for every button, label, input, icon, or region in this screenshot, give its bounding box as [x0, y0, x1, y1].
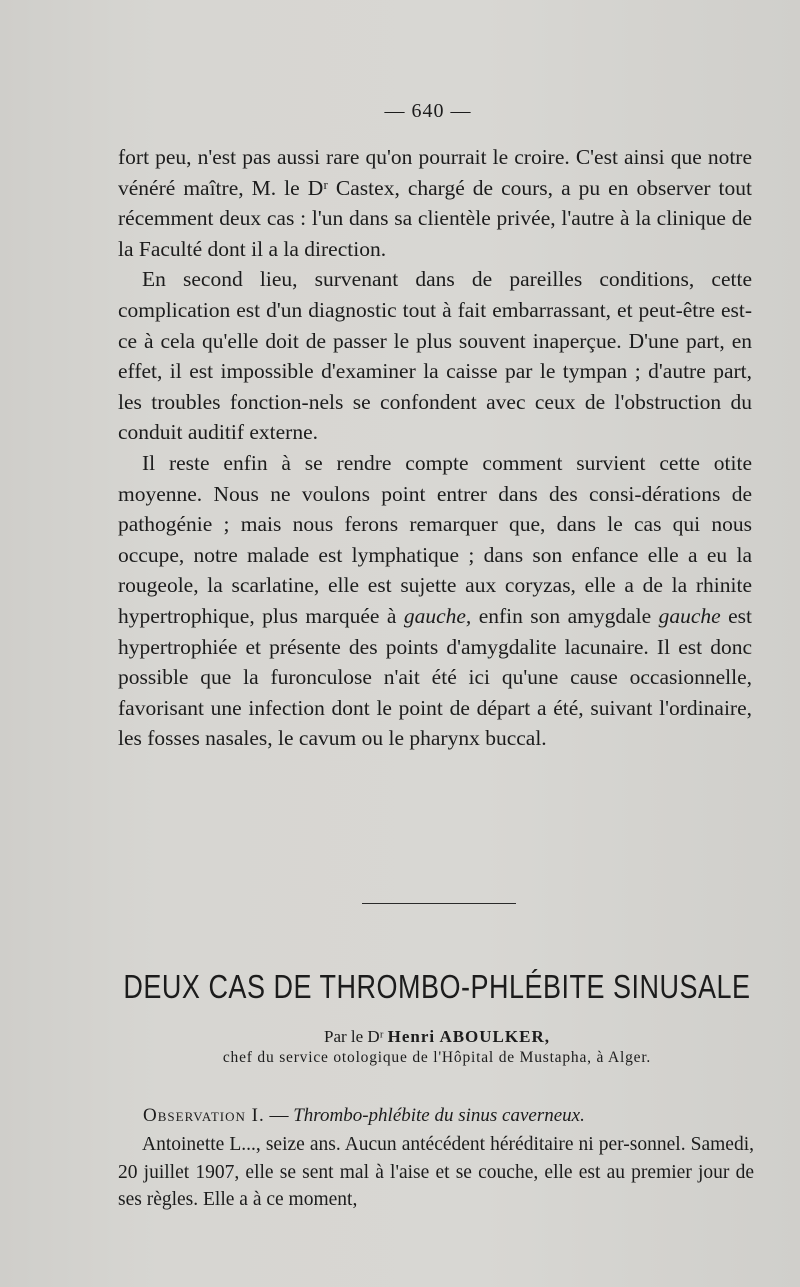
emphasis-gauche-1: gauche,	[403, 603, 472, 628]
paragraph-3-part-b: enfin son amygdale	[471, 603, 659, 628]
observation-body	[118, 1131, 754, 1214]
section-divider	[362, 903, 516, 904]
byline-prefix: Par le Dʳ	[323, 1027, 388, 1046]
observation-paragraph: Antoinette L..., seize ans. Aucun antécédent héréditaire ni per-sonnel. Samedi, 20 juillet 1907, elle se sent mal à l'aise et se couche, elle est au premier jour de ses règles. Elle a à ce moment,	[118, 1134, 754, 1210]
paragraph-3-part-a: Il reste enfin à se rendre compte comment survient cette otite moyenne. Nous ne voulons point entrer dans des consi-dérations de pathogénie ; mais nous ferons remarquer que, dans le cas qui nous occupe, notre malade est lymphatique ; dans son enfance elle a eu la rougeole, la scarlatine, elle est sujette aux coryzas, elle a de la rhinite hypertrophique, plus marquée à	[118, 450, 752, 628]
observation-label: Observation I.	[143, 1105, 265, 1126]
continued-text	[118, 142, 752, 754]
paragraph-1: fort peu, n'est pas aussi rare qu'on pourrait le croire. C'est ainsi que notre vénéré maître, M. le Dʳ Castex, chargé de cours, a pu en observer tout récemment deux cas : l'un dans sa clientèle privée, l'autre à la clinique de la Faculté dont il a la direction.	[118, 145, 752, 261]
observation-heading	[143, 1105, 753, 1127]
emphasis-gauche-2: gauche	[658, 603, 721, 628]
paragraph-3-part-c: est hypertrophiée et présente des points d'amygdalite lacunaire. Il est donc possible que la furonculose n'ait été ici qu'une cause occasionnelle, favorisant une infection dont le point de départ a été, suivant l'ordinaire, les fosses nasales, le cavum ou le pharynx buccal.	[118, 603, 752, 751]
byline	[0, 1027, 800, 1047]
observation-title: Thrombo-phlébite du sinus caverneux.	[293, 1105, 585, 1126]
author-affiliation: chef du service otologique de l'Hôpital de Mustapha, à Alger.	[222, 1049, 652, 1066]
observation-dash: —	[264, 1105, 294, 1126]
paragraph-3	[118, 448, 752, 754]
page-number: — 640 —	[384, 100, 472, 122]
article-title: DEUX CAS DE THROMBO-PHLÉBITE SINUSALE	[123, 968, 751, 1006]
paragraph-2: En second lieu, survenant dans de pareilles conditions, cette complication est d'un diagnostic tout à fait embarrassant, et peut-être est-ce à cela qu'elle doit de passer le plus souvent inaperçue. D'une part, en effet, il est impossible d'examiner la caisse par le tympan ; d'autre part, les troubles fonction-nels se confondent avec ceux de l'obstruction du conduit auditif externe.	[118, 267, 752, 445]
author-name: Henri ABOULKER,	[387, 1027, 550, 1046]
